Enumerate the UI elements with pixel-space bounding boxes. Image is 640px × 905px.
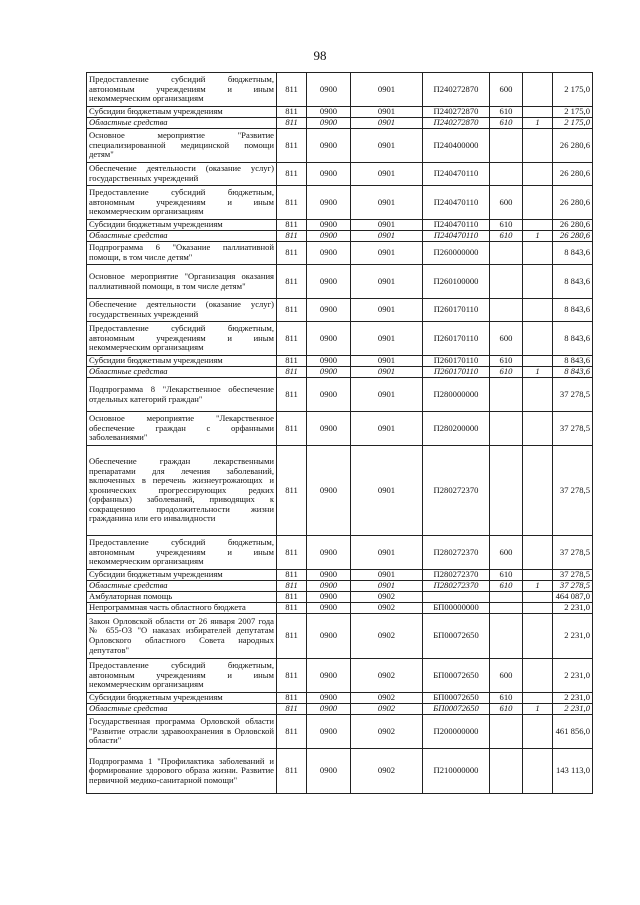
cell-expense-type	[490, 378, 523, 412]
budget-table	[86, 72, 593, 794]
cell-ministry-code: 811	[277, 299, 307, 322]
cell-target-article: П260000000	[423, 242, 490, 265]
cell-target-article: БП00072650	[423, 659, 490, 693]
cell-expense-type	[490, 749, 523, 794]
cell-amount: 8 843,6	[553, 367, 593, 378]
cell-expense-type: 600	[490, 536, 523, 570]
cell-subsection: 0901	[351, 299, 423, 322]
cell-ministry-code: 811	[277, 592, 307, 603]
row-name: Субсидии бюджетным учреждениям	[87, 356, 277, 367]
table-row	[87, 118, 593, 129]
cell-expense-type: 610	[490, 367, 523, 378]
cell-target-article: БП00072650	[423, 693, 490, 704]
cell-subsection: 0901	[351, 107, 423, 118]
cell-expense-type: 600	[490, 659, 523, 693]
cell-amount: 26 280,6	[553, 220, 593, 231]
cell-ministry-code: 811	[277, 367, 307, 378]
cell-ministry-code: 811	[277, 186, 307, 220]
row-name: Обеспечение деятельности (оказание услуг) государственных учреждений	[87, 299, 277, 322]
cell-target-article: П240272870	[423, 118, 490, 129]
cell-ministry-code: 811	[277, 73, 307, 107]
cell-subsection: 0901	[351, 322, 423, 356]
cell-source: 1	[523, 231, 553, 242]
cell-section: 0900	[307, 73, 351, 107]
table-row	[87, 570, 593, 581]
cell-section: 0900	[307, 693, 351, 704]
cell-target-article: П240470110	[423, 220, 490, 231]
cell-source	[523, 715, 553, 749]
cell-source	[523, 592, 553, 603]
row-name: Субсидии бюджетным учреждениям	[87, 693, 277, 704]
table-row	[87, 715, 593, 749]
cell-subsection: 0901	[351, 570, 423, 581]
cell-ministry-code: 811	[277, 446, 307, 536]
cell-subsection: 0901	[351, 242, 423, 265]
cell-subsection: 0901	[351, 412, 423, 446]
cell-section: 0900	[307, 186, 351, 220]
cell-amount: 2 231,0	[553, 614, 593, 659]
row-name: Основное мероприятие "Развитие специализированной медицинской помощи детям"	[87, 129, 277, 163]
table-row	[87, 231, 593, 242]
cell-expense-type	[490, 163, 523, 186]
cell-subsection: 0901	[351, 536, 423, 570]
cell-expense-type	[490, 242, 523, 265]
table-row	[87, 581, 593, 592]
cell-amount: 2 231,0	[553, 603, 593, 614]
cell-subsection: 0901	[351, 231, 423, 242]
cell-expense-type: 610	[490, 118, 523, 129]
cell-source	[523, 693, 553, 704]
cell-expense-type	[490, 614, 523, 659]
cell-section: 0900	[307, 107, 351, 118]
cell-amount: 2 175,0	[553, 118, 593, 129]
cell-section: 0900	[307, 231, 351, 242]
cell-amount: 461 856,0	[553, 715, 593, 749]
cell-amount: 2 231,0	[553, 659, 593, 693]
cell-amount: 2 175,0	[553, 107, 593, 118]
cell-subsection: 0901	[351, 129, 423, 163]
table-row	[87, 73, 593, 107]
cell-target-article: П210000000	[423, 749, 490, 794]
cell-source	[523, 163, 553, 186]
table-row	[87, 614, 593, 659]
cell-section: 0900	[307, 378, 351, 412]
cell-amount: 37 278,5	[553, 378, 593, 412]
cell-target-article: П260100000	[423, 265, 490, 299]
cell-ministry-code: 811	[277, 581, 307, 592]
cell-section: 0900	[307, 704, 351, 715]
cell-expense-type: 610	[490, 220, 523, 231]
row-name: Предоставление субсидий бюджетным, автономным учреждениям и иным некоммерческим организациям	[87, 536, 277, 570]
cell-source	[523, 536, 553, 570]
cell-amount: 37 278,5	[553, 536, 593, 570]
cell-section: 0900	[307, 242, 351, 265]
cell-section: 0900	[307, 614, 351, 659]
cell-subsection: 0901	[351, 220, 423, 231]
cell-ministry-code: 811	[277, 749, 307, 794]
cell-amount: 8 843,6	[553, 242, 593, 265]
cell-source: 1	[523, 704, 553, 715]
cell-subsection: 0902	[351, 715, 423, 749]
cell-section: 0900	[307, 446, 351, 536]
cell-section: 0900	[307, 322, 351, 356]
cell-target-article: П240272870	[423, 73, 490, 107]
cell-amount: 26 280,6	[553, 186, 593, 220]
cell-ministry-code: 811	[277, 220, 307, 231]
cell-expense-type: 610	[490, 693, 523, 704]
cell-section: 0900	[307, 581, 351, 592]
cell-amount: 2 231,0	[553, 704, 593, 715]
cell-subsection: 0902	[351, 704, 423, 715]
cell-ministry-code: 811	[277, 231, 307, 242]
cell-expense-type: 600	[490, 73, 523, 107]
cell-subsection: 0902	[351, 592, 423, 603]
cell-source	[523, 378, 553, 412]
cell-amount: 37 278,5	[553, 570, 593, 581]
cell-source: 1	[523, 367, 553, 378]
cell-source	[523, 659, 553, 693]
cell-section: 0900	[307, 749, 351, 794]
cell-section: 0900	[307, 220, 351, 231]
cell-ministry-code: 811	[277, 242, 307, 265]
cell-ministry-code: 811	[277, 704, 307, 715]
cell-amount: 26 280,6	[553, 129, 593, 163]
table-row	[87, 367, 593, 378]
cell-ministry-code: 811	[277, 536, 307, 570]
table-row	[87, 356, 593, 367]
cell-amount: 37 278,5	[553, 581, 593, 592]
cell-section: 0900	[307, 715, 351, 749]
row-name: Предоставление субсидий бюджетным, автономным учреждениям и иным некоммерческим организациям	[87, 186, 277, 220]
table-row	[87, 446, 593, 536]
cell-expense-type: 610	[490, 570, 523, 581]
cell-target-article: П260170110	[423, 299, 490, 322]
cell-section: 0900	[307, 299, 351, 322]
table-row	[87, 299, 593, 322]
cell-amount: 26 280,6	[553, 163, 593, 186]
cell-subsection: 0901	[351, 118, 423, 129]
cell-amount: 8 843,6	[553, 299, 593, 322]
cell-ministry-code: 811	[277, 659, 307, 693]
row-name: Субсидии бюджетным учреждениям	[87, 107, 277, 118]
cell-subsection: 0901	[351, 367, 423, 378]
cell-amount: 2 175,0	[553, 73, 593, 107]
row-name: Областные средства	[87, 704, 277, 715]
cell-subsection: 0901	[351, 581, 423, 592]
row-name: Подпрограмма 8 "Лекарственное обеспечение отдельных категорий граждан"	[87, 378, 277, 412]
cell-ministry-code: 811	[277, 163, 307, 186]
row-name: Предоставление субсидий бюджетным, автономным учреждениям и иным некоммерческим организациям	[87, 659, 277, 693]
cell-ministry-code: 811	[277, 118, 307, 129]
cell-source	[523, 242, 553, 265]
cell-section: 0900	[307, 129, 351, 163]
cell-ministry-code: 811	[277, 107, 307, 118]
cell-subsection: 0902	[351, 693, 423, 704]
cell-target-article: П240272870	[423, 107, 490, 118]
table-row	[87, 107, 593, 118]
cell-section: 0900	[307, 603, 351, 614]
row-name: Областные средства	[87, 118, 277, 129]
row-name: Областные средства	[87, 231, 277, 242]
cell-expense-type: 600	[490, 322, 523, 356]
cell-expense-type: 600	[490, 186, 523, 220]
table-row	[87, 592, 593, 603]
page-number: 98	[313, 48, 327, 63]
table-row	[87, 603, 593, 614]
row-name: Основное мероприятие "Организация оказания паллиативной помощи, в том числе детям"	[87, 265, 277, 299]
cell-amount: 143 113,0	[553, 749, 593, 794]
cell-expense-type: 610	[490, 704, 523, 715]
cell-target-article: П280272370	[423, 536, 490, 570]
cell-target-article: П260170110	[423, 322, 490, 356]
cell-section: 0900	[307, 265, 351, 299]
table-row	[87, 659, 593, 693]
cell-expense-type	[490, 265, 523, 299]
cell-target-article: БП00072650	[423, 614, 490, 659]
table-row	[87, 704, 593, 715]
cell-target-article: П280200000	[423, 412, 490, 446]
cell-amount: 8 843,6	[553, 356, 593, 367]
table-row	[87, 412, 593, 446]
cell-target-article: П280272370	[423, 446, 490, 536]
table-row	[87, 220, 593, 231]
cell-expense-type: 610	[490, 581, 523, 592]
cell-source	[523, 107, 553, 118]
cell-section: 0900	[307, 356, 351, 367]
table-row	[87, 163, 593, 186]
cell-section: 0900	[307, 412, 351, 446]
cell-source	[523, 265, 553, 299]
cell-expense-type	[490, 299, 523, 322]
budget-table-body	[87, 73, 593, 794]
cell-source	[523, 322, 553, 356]
cell-amount: 26 280,6	[553, 231, 593, 242]
cell-expense-type	[490, 412, 523, 446]
table-row	[87, 378, 593, 412]
cell-ministry-code: 811	[277, 129, 307, 163]
cell-target-article: П200000000	[423, 715, 490, 749]
cell-section: 0900	[307, 570, 351, 581]
cell-expense-type	[490, 592, 523, 603]
cell-section: 0900	[307, 163, 351, 186]
cell-expense-type: 610	[490, 231, 523, 242]
cell-subsection: 0901	[351, 356, 423, 367]
cell-expense-type: 610	[490, 356, 523, 367]
cell-source	[523, 614, 553, 659]
row-name: Основное мероприятие "Лекарственное обеспечение граждан с орфанными заболеваниями"	[87, 412, 277, 446]
row-name: Субсидии бюджетным учреждениям	[87, 570, 277, 581]
cell-subsection: 0901	[351, 378, 423, 412]
cell-target-article: П240470110	[423, 186, 490, 220]
table-row	[87, 536, 593, 570]
cell-source	[523, 299, 553, 322]
row-name: Государственная программа Орловской области "Развитие отрасли здравоохранения в Орловской области"	[87, 715, 277, 749]
cell-source	[523, 749, 553, 794]
cell-target-article: П240470110	[423, 163, 490, 186]
row-name: Субсидии бюджетным учреждениям	[87, 220, 277, 231]
cell-ministry-code: 811	[277, 412, 307, 446]
cell-subsection: 0901	[351, 446, 423, 536]
cell-section: 0900	[307, 536, 351, 570]
table-row	[87, 186, 593, 220]
cell-source: 1	[523, 118, 553, 129]
cell-expense-type	[490, 446, 523, 536]
cell-source	[523, 186, 553, 220]
cell-target-article: БП00072650	[423, 704, 490, 715]
cell-subsection: 0901	[351, 265, 423, 299]
cell-source	[523, 603, 553, 614]
cell-subsection: 0902	[351, 614, 423, 659]
cell-source: 1	[523, 581, 553, 592]
row-name: Подпрограмма 6 "Оказание паллиативной помощи, в том числе детям"	[87, 242, 277, 265]
cell-ministry-code: 811	[277, 378, 307, 412]
cell-target-article: П240400000	[423, 129, 490, 163]
cell-target-article: П240470110	[423, 231, 490, 242]
cell-section: 0900	[307, 367, 351, 378]
row-name: Предоставление субсидий бюджетным, автономным учреждениям и иным некоммерческим организациям	[87, 322, 277, 356]
cell-subsection: 0902	[351, 749, 423, 794]
cell-section: 0900	[307, 659, 351, 693]
cell-source	[523, 570, 553, 581]
row-name: Обеспечение граждан лекарственными препаратами для лечения заболеваний, включенных в перечень жизнеугрожающих и хронических прогрессирующих редких (орфанных) заболеваний, приводящих к сокращению продолжительности жизни гражданина или его инвалидности	[87, 446, 277, 536]
cell-source	[523, 356, 553, 367]
cell-subsection: 0901	[351, 73, 423, 107]
cell-target-article: БП00000000	[423, 603, 490, 614]
cell-amount: 37 278,5	[553, 412, 593, 446]
table-row	[87, 265, 593, 299]
cell-expense-type: 610	[490, 107, 523, 118]
cell-ministry-code: 811	[277, 322, 307, 356]
table-row	[87, 693, 593, 704]
cell-source	[523, 412, 553, 446]
cell-amount: 8 843,6	[553, 322, 593, 356]
cell-amount: 464 087,0	[553, 592, 593, 603]
cell-ministry-code: 811	[277, 356, 307, 367]
cell-target-article	[423, 592, 490, 603]
cell-ministry-code: 811	[277, 570, 307, 581]
cell-ministry-code: 811	[277, 715, 307, 749]
cell-subsection: 0902	[351, 603, 423, 614]
row-name: Предоставление субсидий бюджетным, автономным учреждениям и иным некоммерческим организациям	[87, 73, 277, 107]
table-row	[87, 322, 593, 356]
cell-source	[523, 129, 553, 163]
cell-ministry-code: 811	[277, 614, 307, 659]
cell-section: 0900	[307, 118, 351, 129]
cell-expense-type	[490, 129, 523, 163]
cell-amount: 37 278,5	[553, 446, 593, 536]
cell-source	[523, 446, 553, 536]
cell-subsection: 0902	[351, 659, 423, 693]
row-name: Областные средства	[87, 367, 277, 378]
cell-amount: 2 231,0	[553, 693, 593, 704]
cell-ministry-code: 811	[277, 265, 307, 299]
row-name: Подпрограмма 1 "Профилактика заболеваний и формирование здорового образа жизни. Развитие первичной медико-санитарной помощи"	[87, 749, 277, 794]
cell-amount: 8 843,6	[553, 265, 593, 299]
cell-source	[523, 220, 553, 231]
row-name: Непрограммная часть областного бюджета	[87, 603, 277, 614]
table-row	[87, 242, 593, 265]
cell-subsection: 0901	[351, 163, 423, 186]
cell-subsection: 0901	[351, 186, 423, 220]
cell-target-article: П280272370	[423, 570, 490, 581]
cell-target-article: П280272370	[423, 581, 490, 592]
cell-source	[523, 73, 553, 107]
row-name: Амбулаторная помощь	[87, 592, 277, 603]
cell-section: 0900	[307, 592, 351, 603]
table-row	[87, 129, 593, 163]
cell-expense-type	[490, 715, 523, 749]
table-row	[87, 749, 593, 794]
cell-ministry-code: 811	[277, 693, 307, 704]
cell-expense-type	[490, 603, 523, 614]
row-name: Областные средства	[87, 581, 277, 592]
row-name: Закон Орловской области от 26 января 2007 года № 655-ОЗ "О наказах избирателей депутатам Орловского областного Совета народных депутатов"	[87, 614, 277, 659]
cell-ministry-code: 811	[277, 603, 307, 614]
cell-target-article: П260170110	[423, 367, 490, 378]
row-name: Обеспечение деятельности (оказание услуг) государственных учреждений	[87, 163, 277, 186]
cell-target-article: П260170110	[423, 356, 490, 367]
cell-target-article: П280000000	[423, 378, 490, 412]
